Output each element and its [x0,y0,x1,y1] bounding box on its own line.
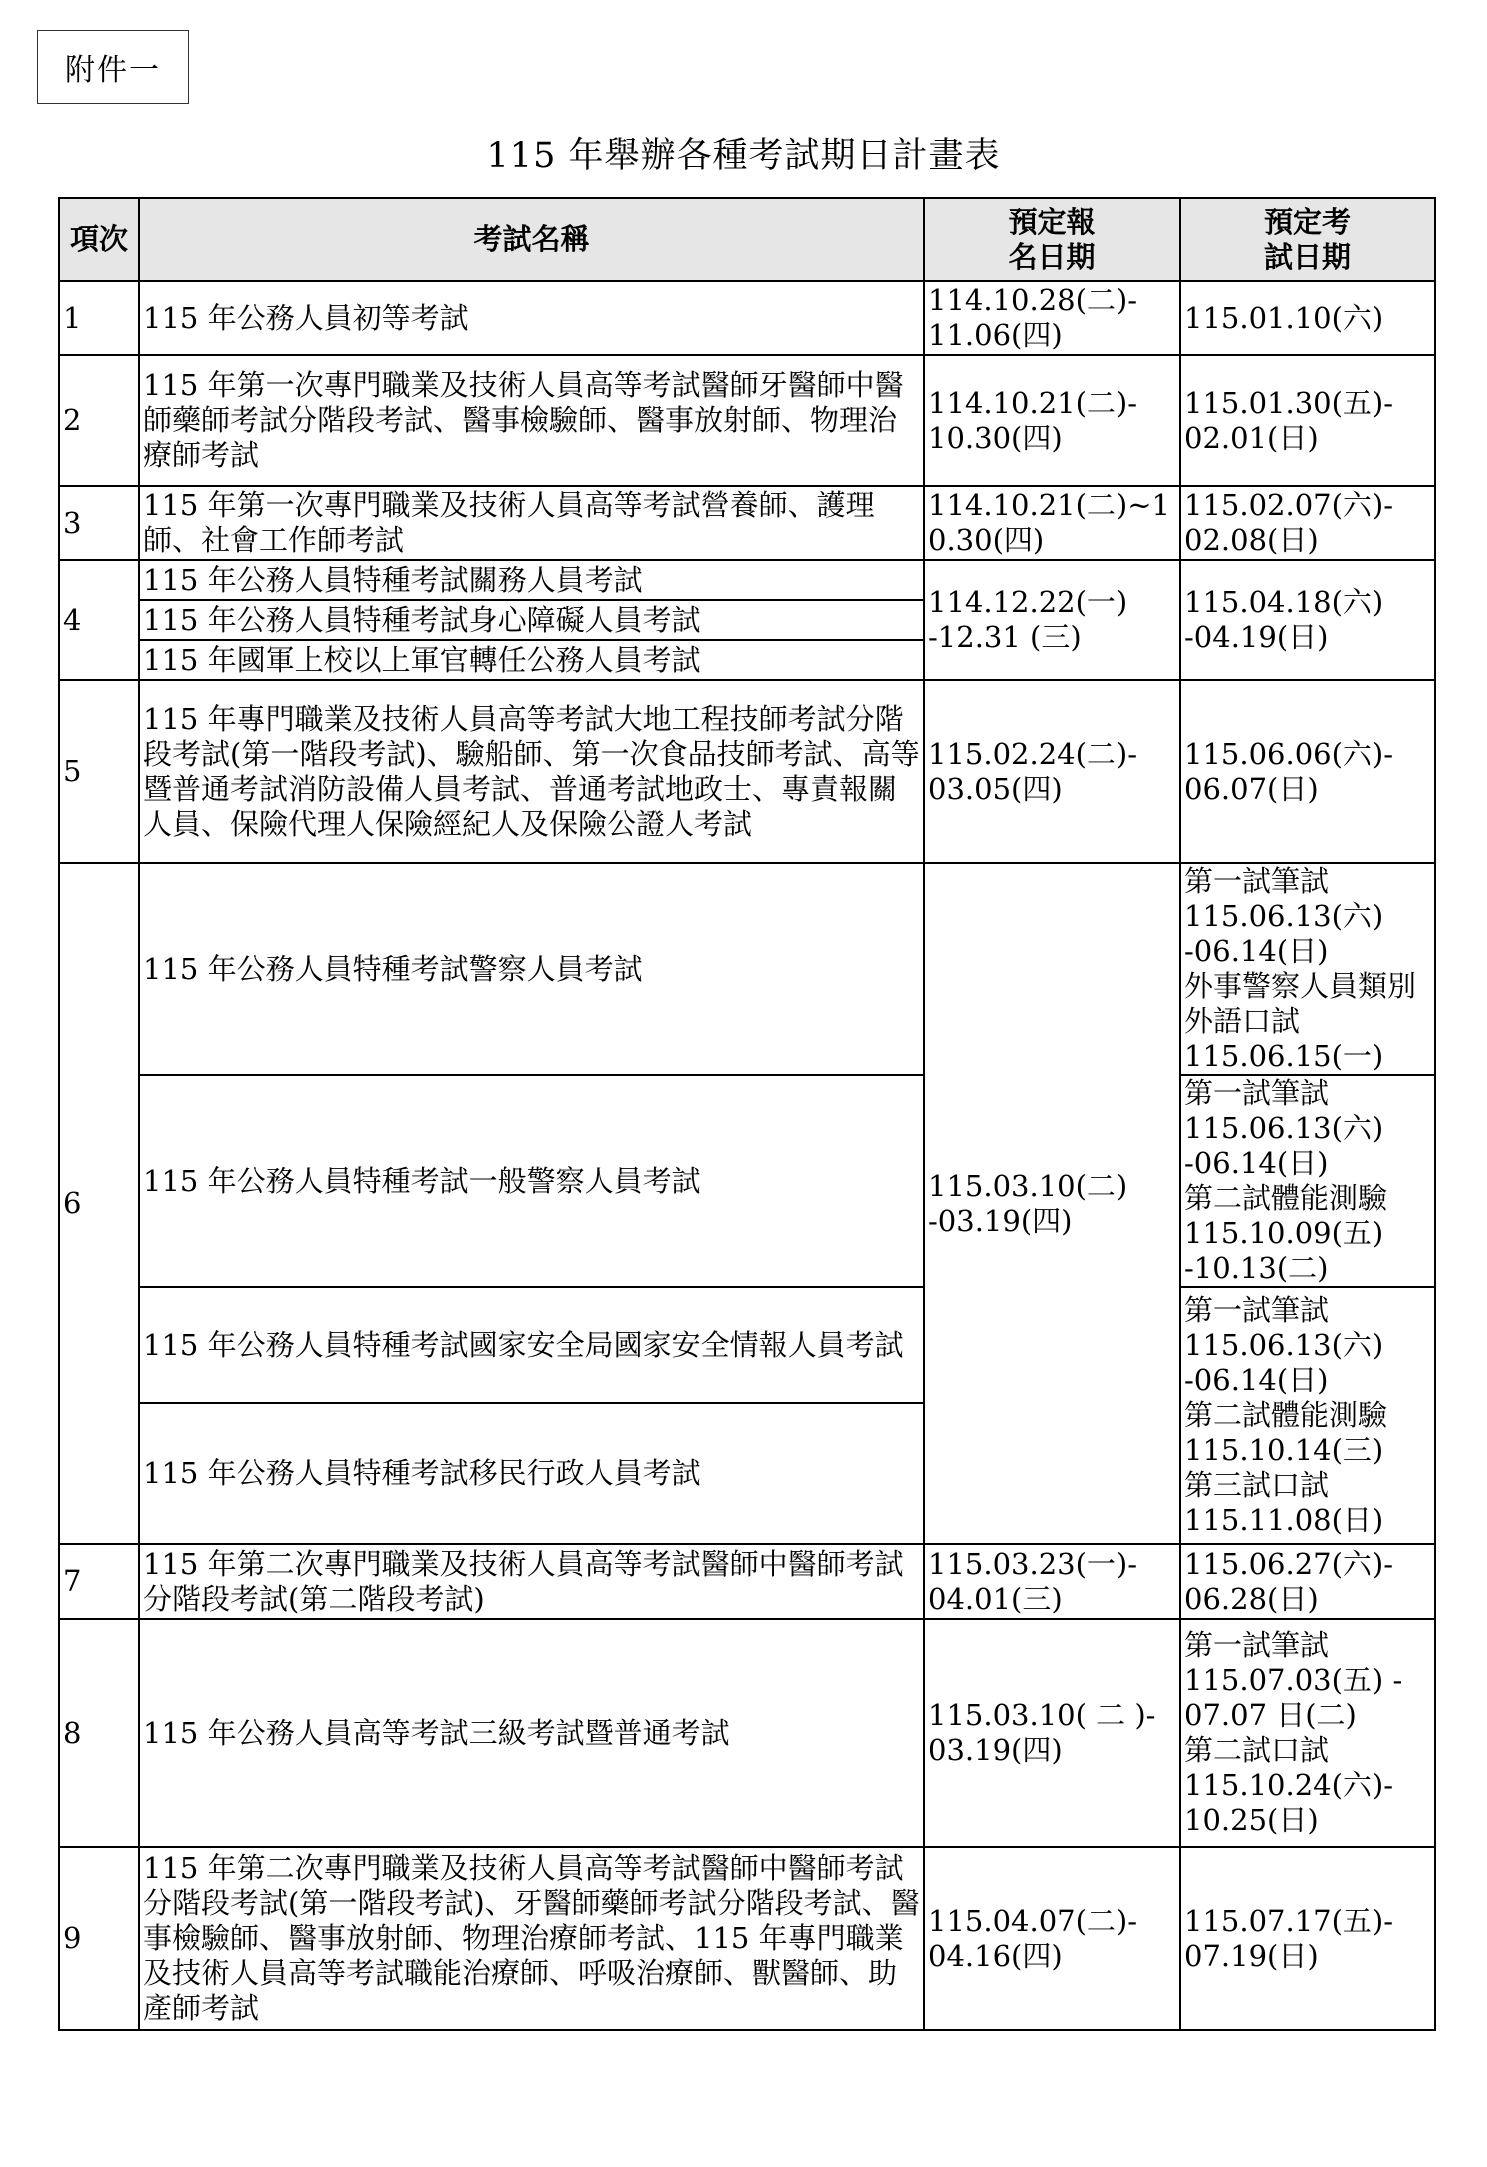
exam-date: 115.04.18(六) -04.19(日) [1180,560,1435,680]
table-row [59,863,1435,1075]
exam-name: 115 年公務人員特種考試關務人員考試 [139,560,924,600]
exam-name: 115 年第二次專門職業及技術人員高等考試醫師中醫師考試分階段考試(第二階段考試) [139,1544,924,1619]
exam-date: 115.07.17(五)- 07.19(日) [1180,1847,1435,2030]
exam-name: 115 年第一次專門職業及技術人員高等考試醫師牙醫師中醫師藥師考試分階段考試、醫事檢驗師、醫事放射師、物理治療師考試 [139,355,924,486]
exam-date: 第一試筆試 115.06.13(六) -06.14(日) 第二試體能測驗 115.10.09(五) -10.13(二) [1180,1075,1435,1287]
row-number: 6 [59,863,139,1544]
row-number: 3 [59,486,139,560]
exam-name: 115 年公務人員初等考試 [139,281,924,355]
exam-name: 115 年公務人員特種考試一般警察人員考試 [139,1075,924,1287]
exam-date: 115.01.30(五)- 02.01(日) [1180,355,1435,486]
row-number: 5 [59,680,139,863]
exam-schedule-table [58,197,1436,2031]
exam-name: 115 年公務人員特種考試國家安全局國家安全情報人員考試 [139,1287,924,1403]
table-row [59,1544,1435,1619]
registration-date: 114.10.21(二)- 10.30(四) [924,355,1180,486]
exam-name: 115 年第一次專門職業及技術人員高等考試營養師、護理師、社會工作師考試 [139,486,924,560]
table-row [59,281,1435,355]
page-title: 115 年舉辦各種考試期日計畫表 [486,136,1001,176]
exam-date: 第一試筆試 115.07.03(五) - 07.07 日(二) 第二試口試 115.10.24(六)- 10.25(日) [1180,1619,1435,1847]
registration-date: 115.03.10( 二 )- 03.19(四) [924,1619,1180,1847]
table-row [59,355,1435,486]
exam-name: 115 年第二次專門職業及技術人員高等考試醫師中醫師考試分階段考試(第一階段考試)、牙醫師藥師考試分階段考試、醫事檢驗師、醫事放射師、物理治療師考試、115 年專門職業及技術人員高等考試職能治療師、呼吸治療師、獸醫師、助產師考試 [139,1847,924,2030]
table-row [59,1619,1435,1847]
exam-date: 115.01.10(六) [1180,281,1435,355]
exam-date: 115.02.07(六)- 02.08(日) [1180,486,1435,560]
row-number: 8 [59,1619,139,1847]
table-row [59,1847,1435,2030]
row-number: 7 [59,1544,139,1619]
row-number: 1 [59,281,139,355]
header-registration-date: 預定報 名日期 [924,198,1180,281]
exam-name: 115 年專門職業及技術人員高等考試大地工程技師考試分階段考試(第一階段考試)、驗船師、第一次食品技師考試、高等暨普通考試消防設備人員考試、普通考試地政士、專責報關人員、保險代理人保險經紀人及保險公證人考試 [139,680,924,863]
registration-date: 115.02.24(二)- 03.05(四) [924,680,1180,863]
header-name: 考試名稱 [139,198,924,281]
exam-name: 115 年公務人員高等考試三級考試暨普通考試 [139,1619,924,1847]
exam-date: 第一試筆試 115.06.13(六) -06.14(日) 第二試體能測驗 115.10.14(三) 第三試口試 115.11.08(日) [1180,1287,1435,1544]
table-row [59,1287,1435,1403]
row-number: 9 [59,1847,139,2030]
registration-date: 115.04.07(二)- 04.16(四) [924,1847,1180,2030]
exam-name: 115 年公務人員特種考試身心障礙人員考試 [139,600,924,640]
table-row [59,486,1435,560]
row-number: 2 [59,355,139,486]
header-no: 項次 [59,198,139,281]
table-row [59,680,1435,863]
table-row [59,560,1435,600]
exam-date: 115.06.27(六)- 06.28(日) [1180,1544,1435,1619]
table-header-row [59,198,1435,281]
registration-date: 114.12.22(一) -12.31 (三) [924,560,1180,680]
registration-date: 115.03.10(二) -03.19(四) [924,863,1180,1544]
exam-name: 115 年公務人員特種考試警察人員考試 [139,863,924,1075]
exam-date: 第一試筆試 115.06.13(六) -06.14(日) 外事警察人員類別外語口試 115.06.15(一) [1180,863,1435,1075]
registration-date: 114.10.21(二)~10.30(四) [924,486,1180,560]
exam-name: 115 年公務人員特種考試移民行政人員考試 [139,1403,924,1544]
row-number: 4 [59,560,139,680]
annex-label: 附件一 [37,30,189,104]
table-row [59,1075,1435,1287]
header-exam-date: 預定考 試日期 [1180,198,1435,281]
exam-date: 115.06.06(六)- 06.07(日) [1180,680,1435,863]
registration-date: 114.10.28(二)- 11.06(四) [924,281,1180,355]
registration-date: 115.03.23(一)- 04.01(三) [924,1544,1180,1619]
exam-name: 115 年國軍上校以上軍官轉任公務人員考試 [139,640,924,680]
